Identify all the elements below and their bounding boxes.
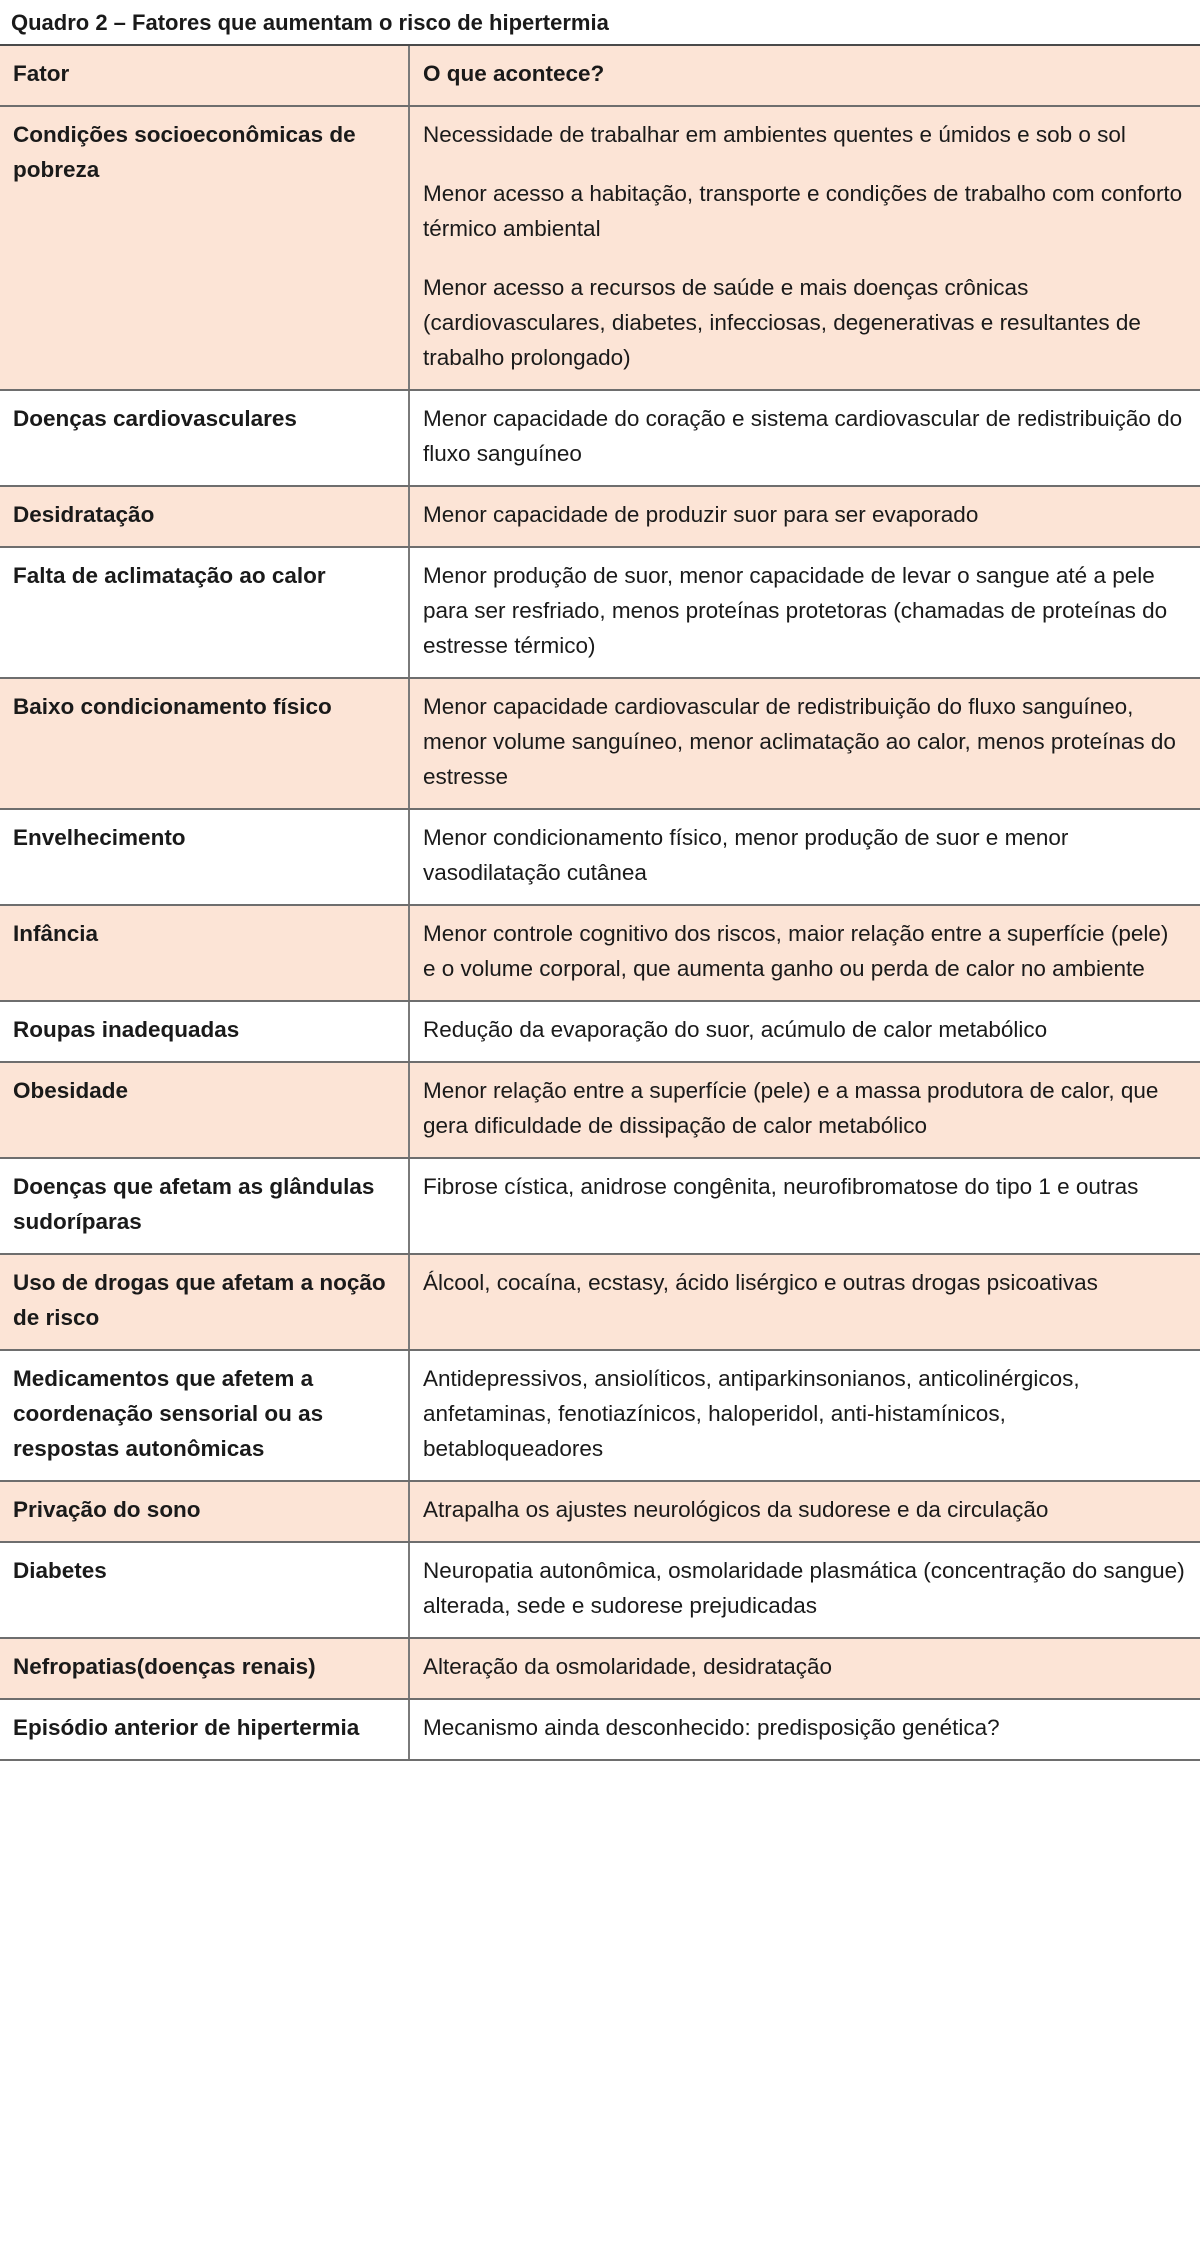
description-cell xyxy=(409,1254,1200,1350)
description-cell xyxy=(409,547,1200,678)
description-paragraph: Neuropatia autonômica, osmolaridade plasmática (concentração do sangue) alterada, sede e sudorese prejudicadas xyxy=(423,1558,1185,1618)
table-row xyxy=(0,809,1200,905)
description-cell xyxy=(409,1638,1200,1699)
table-row xyxy=(0,1062,1200,1158)
description-paragraph: Menor controle cognitivo dos riscos, maior relação entre a superfície (pele) e o volume corporal, que aumenta ganho ou perda de calor no ambiente xyxy=(423,921,1169,981)
description-cell xyxy=(409,486,1200,547)
table-row xyxy=(0,390,1200,486)
factor-cell: Roupas inadequadas xyxy=(0,1001,409,1062)
description-paragraph: Alteração da osmolaridade, desidratação xyxy=(423,1654,832,1679)
description-cell xyxy=(409,1158,1200,1254)
description-paragraph: Antidepressivos, ansiolíticos, antiparkinsonianos, anticolinérgicos, anfetaminas, fenotiazínicos, haloperidol, anti-histamínicos, betabloqueadores xyxy=(423,1366,1080,1461)
description-paragraph: Álcool, cocaína, ecstasy, ácido lisérgico e outras drogas psicoativas xyxy=(423,1270,1098,1295)
table-caption: Quadro 2 – Fatores que aumentam o risco de hipertermia xyxy=(0,0,1200,46)
description-cell xyxy=(409,1481,1200,1542)
table-header-row xyxy=(0,46,1200,106)
table-row xyxy=(0,1158,1200,1254)
table-body xyxy=(0,106,1200,1760)
factor-cell: Falta de aclimatação ao calor xyxy=(0,547,409,678)
description-cell xyxy=(409,106,1200,390)
description-paragraph: Menor acesso a habitação, transporte e condições de trabalho com conforto térmico ambiental xyxy=(423,181,1183,241)
table-row xyxy=(0,1350,1200,1481)
description-cell xyxy=(409,1001,1200,1062)
factor-cell: Doenças cardiovasculares xyxy=(0,390,409,486)
table-row xyxy=(0,1542,1200,1638)
description-paragraph: Atrapalha os ajustes neurológicos da sudorese e da circulação xyxy=(423,1497,1049,1522)
description-cell xyxy=(409,905,1200,1001)
description-cell xyxy=(409,1350,1200,1481)
factor-cell: Baixo condicionamento físico xyxy=(0,678,409,809)
table-row xyxy=(0,1638,1200,1699)
table-row xyxy=(0,1699,1200,1760)
description-paragraph: Necessidade de trabalhar em ambientes quentes e úmidos e sob o sol xyxy=(423,122,1126,147)
description-paragraph: Redução da evaporação do suor, acúmulo de calor metabólico xyxy=(423,1017,1048,1042)
factor-cell: Doenças que afetam as glândulas sudoríparas xyxy=(0,1158,409,1254)
factor-cell: Episódio anterior de hipertermia xyxy=(0,1699,409,1760)
column-header-o-que-acontece: O que acontece? xyxy=(409,46,1200,106)
description-paragraph: Fibrose cística, anidrose congênita, neurofibromatose do tipo 1 e outras xyxy=(423,1174,1139,1199)
description-paragraph: Menor capacidade cardiovascular de redistribuição do fluxo sanguíneo, menor volume sanguíneo, menor aclimatação ao calor, menos proteínas do estresse xyxy=(423,694,1176,789)
table-row xyxy=(0,678,1200,809)
description-cell xyxy=(409,1062,1200,1158)
table-row xyxy=(0,486,1200,547)
description-paragraph: Menor capacidade de produzir suor para ser evaporado xyxy=(423,502,979,527)
description-cell xyxy=(409,1699,1200,1760)
factor-cell: Infância xyxy=(0,905,409,1001)
risk-factors-table xyxy=(0,46,1200,1761)
description-paragraph: Menor produção de suor, menor capacidade de levar o sangue até a pele para ser resfriado, menos proteínas protetoras (chamadas de proteínas do estresse térmico) xyxy=(423,563,1168,658)
table-row xyxy=(0,905,1200,1001)
factor-cell: Desidratação xyxy=(0,486,409,547)
table-row xyxy=(0,1001,1200,1062)
column-header-fator: Fator xyxy=(0,46,409,106)
description-cell xyxy=(409,1542,1200,1638)
factor-cell: Privação do sono xyxy=(0,1481,409,1542)
description-cell xyxy=(409,809,1200,905)
factor-cell: Medicamentos que afetem a coordenação sensorial ou as respostas autonômicas xyxy=(0,1350,409,1481)
table-row xyxy=(0,547,1200,678)
description-paragraph: Menor capacidade do coração e sistema cardiovascular de redistribuição do fluxo sanguíneo xyxy=(423,406,1183,466)
table-row xyxy=(0,106,1200,390)
factor-cell: Envelhecimento xyxy=(0,809,409,905)
factor-cell: Obesidade xyxy=(0,1062,409,1158)
description-cell xyxy=(409,678,1200,809)
factor-cell: Nefropatias(doenças renais) xyxy=(0,1638,409,1699)
factor-cell: Uso de drogas que afetam a noção de risco xyxy=(0,1254,409,1350)
table-row xyxy=(0,1481,1200,1542)
description-paragraph: Menor relação entre a superfície (pele) e a massa produtora de calor, que gera dificuldade de dissipação de calor metabólico xyxy=(423,1078,1159,1138)
factor-cell: Diabetes xyxy=(0,1542,409,1638)
factor-cell: Condições socioeconômicas de pobreza xyxy=(0,106,409,390)
description-paragraph: Mecanismo ainda desconhecido: predisposição genética? xyxy=(423,1715,1000,1740)
description-cell xyxy=(409,390,1200,486)
description-paragraph: Menor condicionamento físico, menor produção de suor e menor vasodilatação cutânea xyxy=(423,825,1069,885)
description-paragraph: Menor acesso a recursos de saúde e mais doenças crônicas (cardiovasculares, diabetes, infecciosas, degenerativas e resultantes de trabalho prolongado) xyxy=(423,275,1141,370)
table-row xyxy=(0,1254,1200,1350)
